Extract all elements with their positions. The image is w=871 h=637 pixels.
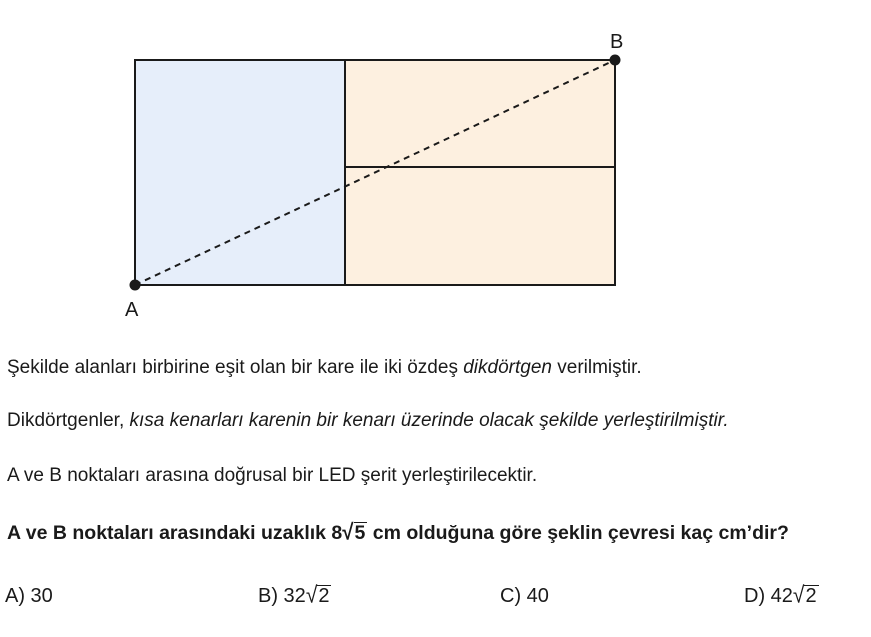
paragraph-1-text-end: verilmiştir.: [551, 357, 642, 378]
question-text-end: cm olduğuna göre şeklin çevresi kaç cm’dir?: [367, 522, 789, 544]
option-b-radicand: 2: [318, 585, 330, 607]
sqrt-radicand: 5: [354, 522, 366, 544]
option-b[interactable]: [258, 584, 331, 608]
question-text: [7, 521, 789, 545]
option-c[interactable]: [500, 584, 549, 608]
point-b: [610, 55, 621, 66]
point-b-label: B: [610, 31, 624, 53]
sqrt-expression: √5: [342, 519, 366, 546]
option-d-radicand: 2: [805, 585, 817, 607]
paragraph-3: A ve B noktaları arasına doğrusal bir LED şerit yerleştirilecektir.: [7, 465, 538, 486]
rectangle-top: [345, 60, 615, 167]
option-a-label: A) 30: [5, 585, 53, 607]
option-b-label: B) 32: [258, 585, 306, 607]
paragraph-1-italic: dikdörtgen: [463, 357, 552, 378]
paragraph-1-text: Şekilde alanları birbirine eşit olan bir kare ile iki özdeş: [7, 357, 464, 378]
rectangle-bottom: [345, 167, 615, 285]
option-b-sqrt: √2: [305, 582, 330, 609]
paragraph-2-italic: kısa kenarları karenin bir kenarı üzerinde olacak şekilde yerleştirilmiştir.: [129, 410, 729, 431]
paragraph-2: [7, 409, 729, 433]
option-d-label: D) 42: [744, 585, 793, 607]
paragraph-1: [7, 356, 642, 380]
point-a: [130, 280, 141, 291]
square: [135, 60, 345, 285]
question-text-start: A ve B noktaları arasındaki uzaklık 8: [7, 522, 343, 544]
paragraph-2-text: Dikdörtgenler,: [7, 410, 130, 431]
option-c-label: C) 40: [500, 585, 549, 607]
option-a[interactable]: [5, 584, 53, 608]
option-d[interactable]: [744, 584, 819, 608]
point-a-label: A: [125, 299, 139, 321]
option-d-sqrt: √2: [792, 582, 817, 609]
